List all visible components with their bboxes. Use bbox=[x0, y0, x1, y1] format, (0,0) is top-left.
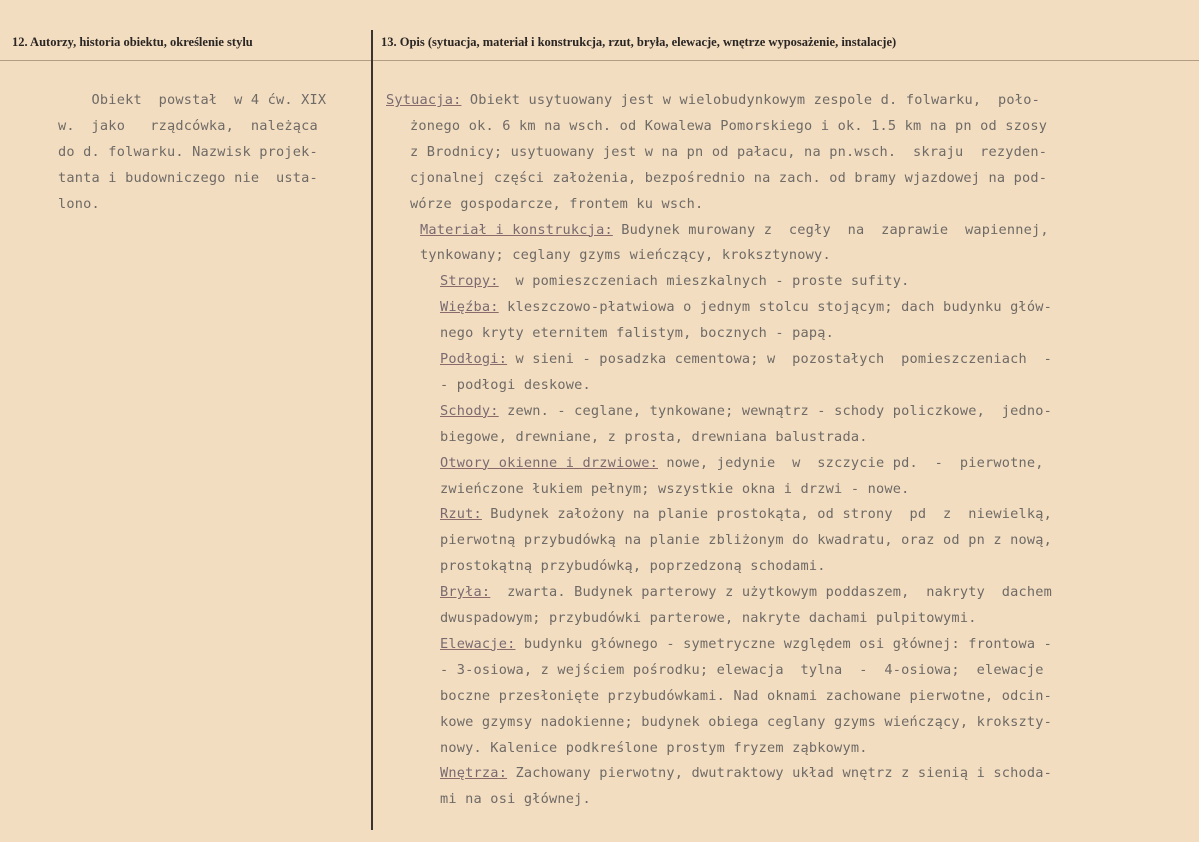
section-13-header: 13. Opis (sytuacja, materiał i konstrukcja, rzut, bryła, elewacje, wnętrze wyposażenie, instalacje) bbox=[381, 35, 897, 49]
text-line: w. jako rządcówka, należąca bbox=[58, 118, 318, 134]
text-line bbox=[440, 375, 591, 395]
column-divider bbox=[371, 30, 373, 830]
text-line bbox=[386, 90, 1040, 110]
line-text: zwarta. Budynek parterowy z użytkowym poddaszem, nakryty dachem bbox=[490, 584, 1053, 601]
text-line bbox=[440, 504, 1052, 524]
line-text: nego kryty eternitem falistym, bocznych - papą. bbox=[440, 325, 835, 342]
text-line bbox=[410, 116, 1047, 136]
line-text: Obiekt usytuowany jest w wielobudynkowym zespole d. folwarku, poło- bbox=[461, 92, 1040, 108]
text-line: do d. folwarku. Nazwisk projek- bbox=[58, 144, 318, 160]
section-label: Wnętrza: bbox=[440, 765, 508, 782]
text-line: tanta i budowniczego nie usta- bbox=[58, 170, 318, 186]
text-line bbox=[440, 271, 910, 291]
text-line bbox=[440, 349, 1052, 369]
line-text: boczne przesłonięte przybudówkami. Nad oknami zachowane pierwotne, odcin- bbox=[440, 687, 1053, 704]
text-line bbox=[420, 220, 1049, 240]
text-line bbox=[440, 789, 591, 809]
section-label: Podłogi: bbox=[440, 351, 508, 367]
text-line bbox=[440, 401, 1052, 421]
section-12-header: 12. Autorzy, historia obiektu, określenie stylu bbox=[12, 35, 253, 49]
text-line bbox=[440, 660, 1044, 680]
text-line bbox=[410, 142, 1047, 162]
line-text: zwieńczone łukiem pełnym; wszystkie okna i drzwi - nowe. bbox=[440, 480, 910, 497]
line-text: nowe, jedynie w szczycie pd. - pierwotne, bbox=[658, 454, 1044, 471]
line-text: tynkowany; ceglany gzyms wieńczący, kroksztynowy. bbox=[420, 247, 831, 264]
header-divider bbox=[0, 60, 1199, 61]
line-text: Zachowany pierwotny, dwutraktowy układ wnętrz z sienią i schoda- bbox=[507, 765, 1053, 782]
text-line bbox=[440, 556, 826, 576]
section-label: Materiał i konstrukcja: bbox=[420, 221, 613, 238]
line-text: dwuspadowym; przybudówki parterowe, nakryte dachami pulpitowymi. bbox=[440, 610, 977, 626]
line-text: wórze gospodarcze, frontem ku wsch. bbox=[410, 195, 704, 212]
text-line bbox=[440, 297, 1052, 317]
line-text: żonego ok. 6 km na wsch. od Kowalewa Pomorskiego i ok. 1.5 km na pn od szosy bbox=[410, 117, 1048, 134]
text-line: Obiekt powstał w 4 ćw. XIX bbox=[58, 92, 327, 108]
text-line bbox=[410, 194, 703, 214]
line-text: zewn. - ceglane, tynkowane; wewnątrz - schody policzkowe, jedno- bbox=[498, 402, 1053, 419]
line-text: cjonalnej części założenia, bezpośrednio na zach. od bramy wjazdowej na pod- bbox=[410, 169, 1048, 186]
line-text: z Brodnicy; usytuowany jest w na pn od pałacu, na pn.wsch. skraju rezyden- bbox=[410, 143, 1048, 160]
section-label: Schody: bbox=[440, 402, 499, 419]
text-line bbox=[440, 738, 868, 758]
line-text: w sieni - posadzka cementowa; w pozostałych pomieszczeniach - bbox=[507, 351, 1053, 367]
text-line bbox=[440, 323, 834, 343]
text-line bbox=[440, 530, 1052, 550]
text-line bbox=[440, 686, 1052, 706]
line-text: kleszczowo-płatwiowa o jednym stolcu stojącym; dach budynku głów- bbox=[498, 299, 1053, 316]
line-text: w pomieszczeniach mieszkalnych - proste sufity. bbox=[498, 273, 910, 290]
section-label: Więźba: bbox=[440, 299, 499, 316]
text-line bbox=[440, 453, 1044, 473]
text-line bbox=[440, 582, 1052, 602]
line-text: budynku głównego - symetryczne względem osi głównej: frontowa - bbox=[515, 635, 1053, 652]
line-text: Budynek murowany z cegły na zaprawie wapiennej, bbox=[612, 221, 1049, 238]
line-text: prostokątną przybudówką, poprzedzoną schodami. bbox=[440, 558, 826, 575]
line-text: kowe gzymsy nadokienne; budynek obiega ceglany gzyms wieńczący, kroksztу- bbox=[440, 713, 1053, 730]
text-line bbox=[440, 763, 1052, 783]
text-line bbox=[440, 608, 977, 628]
section-label: Stropy: bbox=[440, 273, 499, 290]
line-text: Budynek założony na planie prostokąta, od strony pd z niewielką, bbox=[481, 506, 1053, 523]
line-text: mi na osi głównej. bbox=[440, 791, 591, 808]
section-label: Otwory okienne i drzwiowe: bbox=[440, 454, 658, 471]
line-text: - 3-osiowa, z wejściem pośrodku; elewacja tylna - 4-osiowa; elewacje bbox=[440, 661, 1044, 678]
section-label: Elewacje: bbox=[440, 635, 516, 652]
section-label: Rzut: bbox=[440, 506, 482, 523]
section-label: Sytuacja: bbox=[386, 92, 462, 108]
text-line bbox=[410, 168, 1047, 188]
text-line: lono. bbox=[58, 196, 100, 212]
text-line bbox=[440, 712, 1052, 732]
text-line bbox=[440, 479, 910, 499]
line-text: biegowe, drewniane, z prosta, drewniana balustrada. bbox=[440, 428, 868, 445]
line-text: pierwotną przybudówką na planie zbliżonym do kwadratu, oraz od pn z nową, bbox=[440, 532, 1053, 549]
line-text: - podłogi deskowe. bbox=[440, 376, 591, 393]
section-label: Bryła: bbox=[440, 584, 491, 601]
text-line bbox=[440, 634, 1052, 654]
text-line bbox=[420, 245, 831, 265]
line-text: nowy. Kalenice podkreślone prostym fryzem ząbkowym. bbox=[440, 739, 868, 756]
text-line bbox=[440, 427, 868, 447]
